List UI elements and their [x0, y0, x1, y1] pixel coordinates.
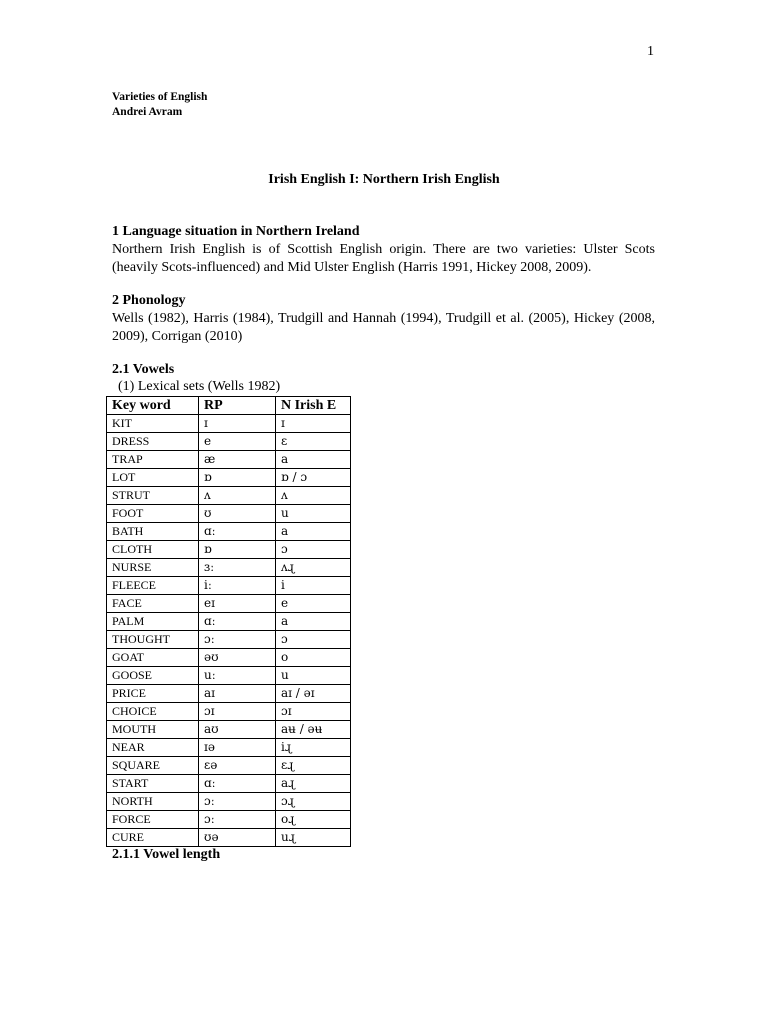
key-word-cell: TRAP [107, 451, 199, 469]
section-heading: 2.1 Vowels [112, 362, 175, 377]
rp-cell: ɒ [199, 541, 276, 559]
section-heading: 1 Language situation in Northern Ireland [112, 224, 360, 239]
section-heading: 2 Phonology [112, 293, 186, 308]
rp-cell: ɪ [199, 415, 276, 433]
table-row [107, 469, 351, 487]
key-word-cell: NURSE [107, 559, 199, 577]
n-irish-e-cell: ʌ [276, 487, 351, 505]
rp-cell: ʊ [199, 505, 276, 523]
n-irish-e-cell: o [276, 649, 351, 667]
rp-cell: ʌ [199, 487, 276, 505]
n-irish-e-cell: a [276, 451, 351, 469]
table-row [107, 649, 351, 667]
rp-cell: æ [199, 451, 276, 469]
n-irish-e-cell: a [276, 613, 351, 631]
key-word-cell: NEAR [107, 739, 199, 757]
key-word-cell: MOUTH [107, 721, 199, 739]
rp-cell: ɑː [199, 775, 276, 793]
key-word-cell: FLEECE [107, 577, 199, 595]
n-irish-e-cell: oɻ [276, 811, 351, 829]
key-word-cell: START [107, 775, 199, 793]
table-header-row [107, 397, 351, 415]
key-word-cell: STRUT [107, 487, 199, 505]
key-word-cell: GOAT [107, 649, 199, 667]
section-heading: 2.1.1 Vowel length [112, 847, 221, 862]
table-row [107, 595, 351, 613]
author-name: Andrei Avram [112, 106, 183, 118]
n-irish-e-cell: aʉ / əʉ [276, 721, 351, 739]
column-header-n-irish-e: N Irish E [276, 397, 351, 415]
section-language-situation [112, 223, 655, 277]
table-row [107, 757, 351, 775]
rp-cell: uː [199, 667, 276, 685]
n-irish-e-cell: iɻ [276, 739, 351, 757]
key-word-cell: KIT [107, 415, 199, 433]
table-row [107, 685, 351, 703]
n-irish-e-cell: e [276, 595, 351, 613]
rp-cell: aɪ [199, 685, 276, 703]
rp-cell: ɜː [199, 559, 276, 577]
key-word-cell: DRESS [107, 433, 199, 451]
table-row [107, 415, 351, 433]
key-word-cell: FORCE [107, 811, 199, 829]
rp-cell: ɔɪ [199, 703, 276, 721]
section-vowels [112, 361, 655, 379]
table-row [107, 559, 351, 577]
rp-cell: iː [199, 577, 276, 595]
key-word-cell: CURE [107, 829, 199, 847]
page-number: 1 [647, 44, 654, 59]
rp-cell: ɔː [199, 811, 276, 829]
n-irish-e-cell: uɻ [276, 829, 351, 847]
table-body [107, 415, 351, 847]
table-row [107, 703, 351, 721]
section-phonology [112, 292, 655, 346]
table-row [107, 523, 351, 541]
key-word-cell: SQUARE [107, 757, 199, 775]
key-word-cell: LOT [107, 469, 199, 487]
rp-cell: aʊ [199, 721, 276, 739]
section-text: Wells (1982), Harris (1984), Trudgill and Hannah (1994), Trudgill et al. (2005), Hickey (2008, 2009), Corrigan (2010) [112, 311, 655, 344]
n-irish-e-cell: ɒ / ɔ [276, 469, 351, 487]
n-irish-e-cell: ʌɻ [276, 559, 351, 577]
key-word-cell: THOUGHT [107, 631, 199, 649]
column-header-key-word: Key word [107, 397, 199, 415]
table-row [107, 433, 351, 451]
key-word-cell: PALM [107, 613, 199, 631]
table-row [107, 667, 351, 685]
section-vowel-length [112, 846, 655, 864]
rp-cell: ɑː [199, 523, 276, 541]
rp-cell: ɪə [199, 739, 276, 757]
key-word-cell: BATH [107, 523, 199, 541]
key-word-cell: CHOICE [107, 703, 199, 721]
key-word-cell: CLOTH [107, 541, 199, 559]
table-row [107, 451, 351, 469]
n-irish-e-cell: aɻ [276, 775, 351, 793]
key-word-cell: PRICE [107, 685, 199, 703]
n-irish-e-cell: ɛ [276, 433, 351, 451]
rp-cell: əʊ [199, 649, 276, 667]
table-row [107, 775, 351, 793]
table-row [107, 829, 351, 847]
key-word-cell: NORTH [107, 793, 199, 811]
rp-cell: ɔː [199, 631, 276, 649]
table-row [107, 631, 351, 649]
document-header [112, 90, 207, 120]
table-row [107, 487, 351, 505]
table-row [107, 793, 351, 811]
rp-cell: e [199, 433, 276, 451]
n-irish-e-cell: a [276, 523, 351, 541]
n-irish-e-cell: aɪ / əɪ [276, 685, 351, 703]
n-irish-e-cell: ɛɻ [276, 757, 351, 775]
table-row [107, 613, 351, 631]
table-row [107, 721, 351, 739]
rp-cell: ɒ [199, 469, 276, 487]
table-row [107, 811, 351, 829]
rp-cell: ɑː [199, 613, 276, 631]
key-word-cell: FACE [107, 595, 199, 613]
rp-cell: eɪ [199, 595, 276, 613]
lexical-sets-table [106, 396, 351, 847]
table-row [107, 577, 351, 595]
column-header-rp: RP [199, 397, 276, 415]
n-irish-e-cell: i [276, 577, 351, 595]
table-row [107, 505, 351, 523]
section-text: Northern Irish English is of Scottish English origin. There are two varieties: Ulster Scots (heavily Scots-influenced) and Mid Ulster English (Harris 1991, Hickey 2008, 2009). [112, 242, 655, 275]
n-irish-e-cell: ɪ [276, 415, 351, 433]
rp-cell: ɛə [199, 757, 276, 775]
course-name: Varieties of English [112, 91, 208, 103]
key-word-cell: FOOT [107, 505, 199, 523]
table-row [107, 541, 351, 559]
rp-cell: ʊə [199, 829, 276, 847]
n-irish-e-cell: ɔ [276, 541, 351, 559]
n-irish-e-cell: u [276, 505, 351, 523]
n-irish-e-cell: ɔ [276, 631, 351, 649]
table-row [107, 739, 351, 757]
n-irish-e-cell: ɔɪ [276, 703, 351, 721]
key-word-cell: GOOSE [107, 667, 199, 685]
n-irish-e-cell: u [276, 667, 351, 685]
n-irish-e-cell: ɔɻ [276, 793, 351, 811]
table-caption: (1) Lexical sets (Wells 1982) [118, 379, 281, 394]
document-title: Irish English I: Northern Irish English [268, 172, 500, 187]
rp-cell: ɔː [199, 793, 276, 811]
